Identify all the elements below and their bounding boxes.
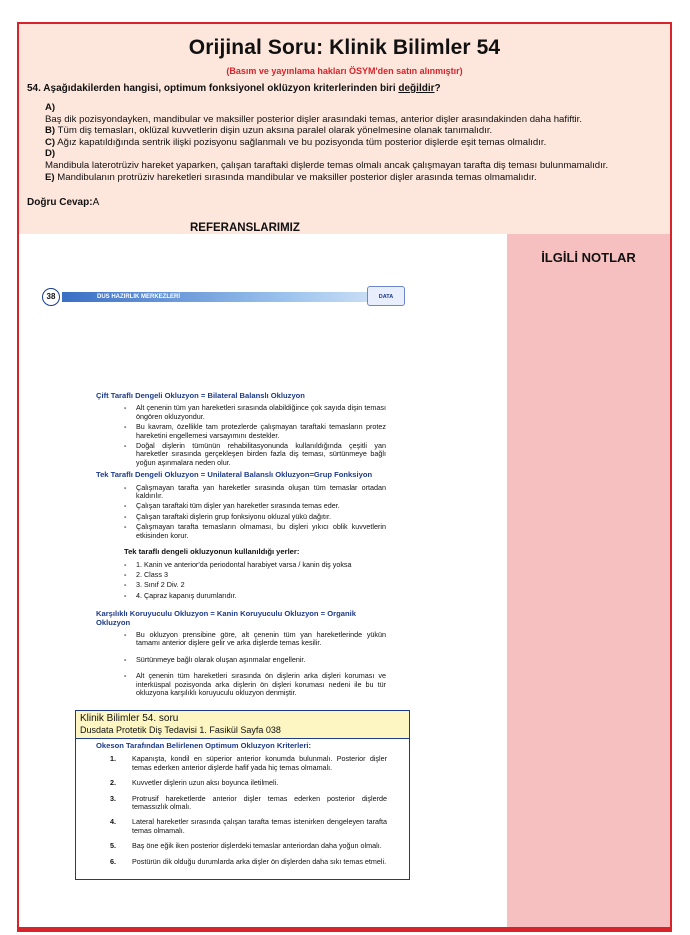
item-number: 1. <box>110 754 116 764</box>
option-text: Baş dik pozisyondayken, mandibular ve maksiller posterior dişler arasındaki temas, anterior dişler arasındakinden daha hafiftir. <box>45 113 582 125</box>
book-header-strip: DUS HAZIRLIK MERKEZLERİ <box>62 292 382 302</box>
bullet-list <box>124 631 386 697</box>
list-item: - Çalışmayan tarafta yan hareketler sırasında oluşan tüm temaslar ortadan kaldırılır. <box>124 484 386 501</box>
option-e <box>45 172 635 184</box>
reference-heading: Okeson Tarafından Belirlenen Optimum Okluzyon Kriterleri: <box>96 741 312 750</box>
option-letter: D) <box>45 148 56 160</box>
item-number: 3. <box>110 793 116 803</box>
option-letter: A) <box>45 102 56 113</box>
section-heading: Çift Taraflı Dengeli Okluzyon = Bilateral Balanslı Okluzyon <box>96 391 305 400</box>
option-a <box>45 102 635 125</box>
list-item: - Bu okluzyon prensibine göre, alt çenenin tüm yan hareketlerinde yükün tamamı anterior dişlere gelir ve arka dişlerde temas kesilir. <box>124 631 386 648</box>
item-number: 4. <box>110 817 116 827</box>
list-item <box>110 795 387 812</box>
reference-source-title: Klinik Bilimler 54. soru <box>80 713 179 724</box>
page-title: Orijinal Soru: Klinik Bilimler 54 <box>188 36 501 59</box>
list-item <box>110 858 387 866</box>
page-number-badge: 38 <box>42 288 60 306</box>
reference-source-detail: Dusdata Protetik Diş Tedavisi 1. Fasikül Sayfa 038 <box>80 725 281 735</box>
bullet-list <box>124 484 386 540</box>
option-text: Mandibulanın protrüziv hareketleri sırasında mandibular ve maksiller posterior dişler arasında temas olmamalıdır. <box>57 171 537 183</box>
notes-title: İLGİLİ NOTLAR <box>541 250 636 265</box>
list-item <box>110 818 387 835</box>
list-item: - Çalışmayan tarafta temasların olmaması, bu dişleri yıkıcı oblik kuvvetlerin etkisinden korur. <box>124 523 386 540</box>
item-number: 6. <box>110 856 116 866</box>
bottom-border <box>17 927 672 932</box>
list-item: - Alt çenenin tüm hareketleri sırasında ön dişlerin arka dişleri koruması ve interküspal pozisyonda arka dişlerin ön dişleri koruması nedeni ile bu tür okluzyona karşılıklı koruyuculu okluzyon denmiştir. <box>124 672 386 697</box>
item-text: Protrusif hareketlerde anterior dişler temas ederken posterior dişlerde temassızlık olmalı. <box>132 793 387 812</box>
notes-column <box>507 234 670 930</box>
question-stem <box>27 83 670 94</box>
criteria-list <box>110 755 387 866</box>
option-text: Tüm diş temasları, oklüzal kuvvetlerin dişin uzun aksına paralel olarak yönelmesine olanak tanımalıdır. <box>57 125 493 137</box>
list-item: - Sürtünmeye bağlı olarak oluşan aşınmalar engellenir. <box>124 656 386 664</box>
option-letter: E) <box>45 171 55 183</box>
list-item <box>110 755 387 772</box>
reference-content <box>76 739 409 866</box>
section-heading: Tek Taraflı Dengeli Okluzyon = Unilateral Balanslı Okluzyon=Grup Fonksiyon <box>96 470 373 480</box>
item-text: Kapanışta, kondil en süperior anterior konumda bulunmalı. Posterior dişler temas ederken anterior dişlerde hafif yada hiç temas olmamalı. <box>132 754 387 772</box>
answer-value: A <box>92 197 100 209</box>
option-b <box>45 125 635 137</box>
list-item: - 3. Sınıf 2 Div. 2 <box>124 581 386 589</box>
book-page-header <box>42 288 402 308</box>
list-item <box>110 842 387 850</box>
question-stem-text: 54. Aşağıdakilerden hangisi, optimum fonksiyonel oklüzyon kriterlerinden biri <box>27 83 399 94</box>
usage-heading: Tek taraflı dengeli okluzyonun kullanıldığı yerler: <box>124 547 300 557</box>
usage-list <box>124 561 386 601</box>
item-text: Kuvvetler dişlerin uzun aksı boyunca iletilmeli. <box>132 778 279 788</box>
book-header <box>42 288 402 308</box>
list-item <box>110 779 387 787</box>
reference-box-header <box>76 711 409 739</box>
item-text: Baş öne eğik iken posterior dişlerdeki temaslar anteriordan daha yoğun olmalı. <box>132 841 382 851</box>
option-text: Mandibula laterotrüziv hareket yaparken, çalışan taraftaki dişlerde temas olmalı ancak çalışmayan tarafta diş teması bulunmamalıdır. <box>45 159 609 171</box>
correct-answer <box>27 197 670 208</box>
option-letter: B) <box>45 125 56 137</box>
option-d <box>45 148 635 171</box>
references-title: REFERANSLARIMIZ <box>190 222 300 234</box>
list-item: - Çalışan taraftaki dişlerin grup fonksiyonu okluzal yükü dağıtır. <box>124 513 386 521</box>
dusdata-logo-icon: DATA <box>367 286 405 306</box>
item-number: 5. <box>110 841 116 851</box>
section-heading: Karşılıklı Koruyuculu Okluzyon = Kanin Koruyuculu Okluzyon = Organik Okluzyon <box>96 609 356 627</box>
answer-options <box>45 102 635 183</box>
answer-label: Doğru Cevap: <box>27 197 93 209</box>
question-stem-mark: ? <box>434 83 441 94</box>
question-stem-emphasis: değildir <box>398 83 435 94</box>
list-item: - Çalışan taraftaki tüm dişler yan hareketler sırasında temas eder. <box>124 502 386 510</box>
item-text: Postürün dik olduğu durumlarda arka dişler ön dişlerden daha sıkı temas etmeli. <box>132 856 387 866</box>
option-letter: C) <box>45 136 56 148</box>
list-item: - Doğal dişlerin tümünün rehabilitasyonunda kullanıldığında çeşitli yan hareketler sırasında gerçekleşen birden fazla diş teması, sürtünmeye bağlı yoğun aşınmalara neden olur. <box>124 442 386 467</box>
list-item: - Bu kavram, özellikle tam protezlerde çalışmayan taraftaki temasların protez hareketini engellemesi varsayımını destekler. <box>124 423 386 440</box>
option-c <box>45 137 635 149</box>
list-item: - Alt çenenin tüm yan hareketleri sırasında olabildiğince çok sayıda dişin teması öngören okluzyondur. <box>124 404 386 421</box>
question-panel <box>19 24 670 234</box>
list-item: - 1. Kanin ve anterior'da periodontal harabiyet varsa / kanin diş yoksa <box>124 561 386 569</box>
list-item: - 2. Class 3 <box>124 571 386 579</box>
reference-box <box>75 710 410 880</box>
option-text: Ağız kapatıldığında sentrik ilişki pozisyonu sağlanmalı ve bu pozisyonda tüm posterior dişlerde eşit temas olmalıdır. <box>57 136 547 148</box>
item-text: Lateral hareketler sırasında çalışan tarafta temas istenirken dengeleyen tarafta temas olmamalı. <box>132 817 387 835</box>
copyright-note: (Basım ve yayınlama hakları ÖSYM'den satın alınmıştır) <box>226 66 463 76</box>
list-item: - 4. Çapraz kapanış durumlarıdır. <box>124 592 386 600</box>
item-number: 2. <box>110 778 116 788</box>
book-content <box>96 388 386 705</box>
bullet-list <box>124 404 386 467</box>
